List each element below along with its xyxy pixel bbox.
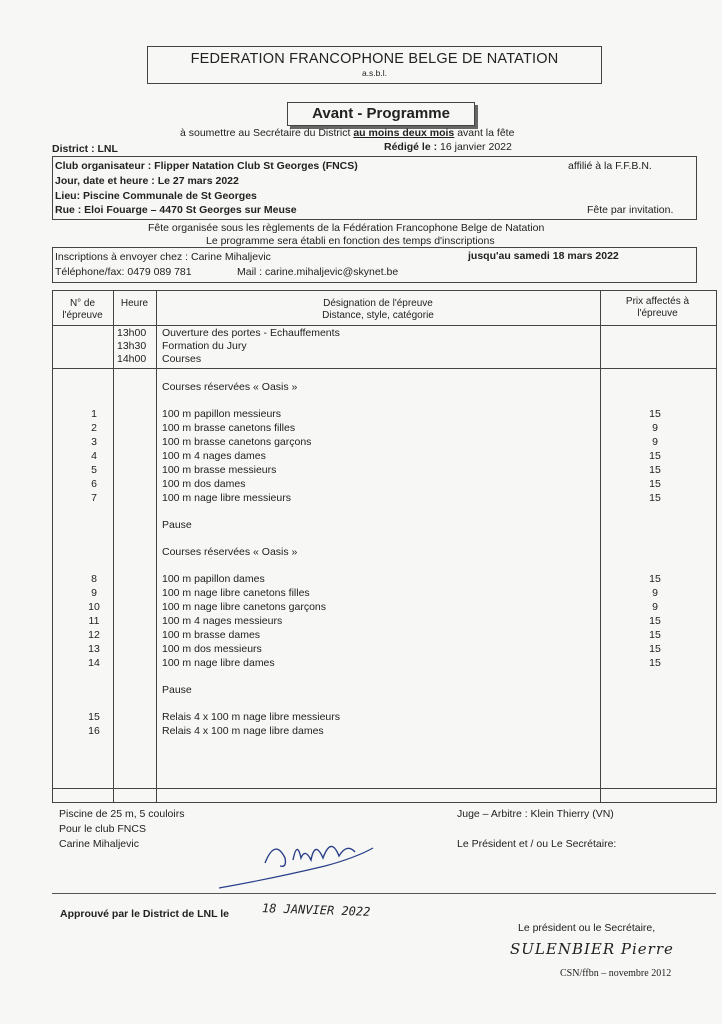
event-label: 100 m nage libre canetons filles — [162, 587, 310, 599]
event-number: 4 — [91, 450, 97, 462]
inscription-deadline: jusqu'au samedi 18 mars 2022 — [468, 250, 619, 262]
pause-label: Pause — [162, 519, 192, 531]
event-number: 15 — [88, 711, 100, 723]
header-heure: Heure — [120, 298, 149, 309]
program-note: Le programme sera établi en fonction des temps d'inscriptions — [206, 235, 495, 247]
event-number: 1 — [91, 408, 97, 420]
schedule-label: Courses — [162, 353, 202, 365]
footer-divider — [52, 893, 716, 894]
header-num — [52, 298, 113, 322]
event-number: 9 — [91, 587, 97, 599]
federation-title: FEDERATION FRANCOPHONE BELGE DE NATATION — [190, 51, 559, 67]
event-label: 100 m papillon dames — [162, 573, 265, 585]
event-label: 100 m brasse canetons garçons — [162, 436, 312, 448]
event-label: Relais 4 x 100 m nage libre messieurs — [162, 711, 340, 723]
header-num-line1: N° de — [69, 298, 96, 309]
club-signatory: Pour le club FNCS — [59, 823, 146, 835]
club-lieu: Lieu: Piscine Communale de St Georges — [55, 190, 257, 202]
club-signature — [215, 818, 375, 898]
regulation-note: Fête organisée sous les règlements de la Fédération Francophone Belge de Natation — [148, 222, 545, 234]
event-label: 100 m brasse messieurs — [162, 464, 277, 476]
redige-date: 16 janvier 2022 — [440, 141, 512, 153]
inscription-phone: Téléphone/fax: 0479 089 781 — [55, 266, 192, 278]
event-label: 100 m dos dames — [162, 478, 246, 490]
schedule-time: 14h00 — [117, 353, 147, 365]
event-prix: 15 — [649, 643, 661, 655]
event-number: 11 — [88, 615, 100, 627]
section-title: Courses réservées « Oasis » — [162, 546, 298, 558]
table-bottom-divider — [52, 788, 716, 789]
district-label: District : LNL — [52, 143, 118, 155]
event-number: 6 — [91, 478, 97, 490]
district-signature: SULENBIER Pierre — [510, 940, 674, 958]
club-date: Jour, date et heure : Le 27 mars 2022 — [55, 175, 239, 187]
header-divider — [52, 325, 716, 326]
schedule-time: 13h30 — [117, 340, 147, 352]
event-prix: 9 — [652, 422, 658, 434]
inscription-contact: Inscriptions à envoyer chez : Carine Mihaljevic — [55, 251, 271, 263]
event-number: 14 — [88, 657, 100, 669]
club-affiliation: affilié à la F.F.B.N. — [568, 160, 652, 172]
judge-info: Juge – Arbitre : Klein Thierry (VN) — [457, 808, 614, 820]
president-secretary-label: Le président ou le Secrétaire, — [518, 922, 656, 934]
event-prix: 9 — [652, 587, 658, 599]
schedule-label: Formation du Jury — [162, 340, 247, 352]
event-prix: 15 — [649, 478, 661, 490]
event-prix: 15 — [649, 464, 661, 476]
header-designation — [156, 298, 600, 322]
submission-suffix: avant la fête — [457, 127, 515, 139]
event-prix: 15 — [649, 629, 661, 641]
federation-header — [147, 46, 602, 84]
club-rue: Rue : Eloi Fouarge – 4470 St Georges sur Meuse — [55, 204, 297, 216]
event-label: 100 m 4 nages messieurs — [162, 615, 283, 627]
event-label: 100 m brasse canetons filles — [162, 422, 296, 434]
schedule-label: Ouverture des portes - Echauffements — [162, 327, 340, 339]
col-divider-2 — [156, 290, 157, 802]
event-label: Relais 4 x 100 m nage libre dames — [162, 725, 324, 737]
section-title: Courses réservées « Oasis » — [162, 381, 298, 393]
header-designation-line2: Distance, style, catégorie — [322, 310, 434, 321]
event-prix: 15 — [649, 450, 661, 462]
event-number: 2 — [91, 422, 97, 434]
col-divider-3 — [600, 290, 601, 802]
schedule-time: 13h00 — [117, 327, 147, 339]
event-prix: 9 — [652, 436, 658, 448]
president-label: Le Président et / ou Le Secrétaire: — [457, 838, 617, 850]
header-prix-line1: Prix affectés à — [625, 296, 690, 307]
club-organisateur: Club organisateur : Flipper Natation Club St Georges (FNCS) — [55, 160, 358, 172]
event-number: 16 — [88, 725, 100, 737]
event-number: 10 — [88, 601, 100, 613]
header-num-line2: l'épreuve — [62, 310, 103, 321]
event-prix: 15 — [649, 573, 661, 585]
event-number: 5 — [91, 464, 97, 476]
asbl-label: a.s.b.l. — [361, 68, 388, 78]
header-prix — [600, 296, 715, 320]
approval-label: Approuvé par le District de LNL le — [60, 908, 230, 920]
program-table — [52, 290, 717, 803]
event-number: 7 — [91, 492, 97, 504]
pause-label: Pause — [162, 684, 192, 696]
inscription-mail: Mail : carine.mihaljevic@skynet.be — [237, 266, 399, 278]
signatory-name: Carine Mihaljevic — [59, 838, 139, 850]
submission-prefix: à soumettre au Secrétaire du District — [180, 127, 351, 139]
event-label: 100 m dos messieurs — [162, 643, 262, 655]
event-label: 100 m 4 nages dames — [162, 450, 266, 462]
event-label: 100 m nage libre dames — [162, 657, 275, 669]
redige-label: Rédigé le : — [384, 141, 438, 153]
event-label: 100 m nage libre messieurs — [162, 492, 291, 504]
event-label: 100 m nage libre canetons garçons — [162, 601, 327, 613]
event-number: 13 — [88, 643, 100, 655]
event-prix: 15 — [649, 615, 661, 627]
event-label: 100 m brasse dames — [162, 629, 261, 641]
event-prix: 15 — [649, 492, 661, 504]
reference-code: CSN/ffbn – novembre 2012 — [560, 968, 672, 979]
invitation-note: Fête par invitation. — [587, 204, 674, 216]
schedule-divider — [52, 368, 716, 369]
event-prix: 15 — [649, 408, 661, 420]
event-number: 3 — [91, 436, 97, 448]
header-designation-line1: Désignation de l'épreuve — [323, 298, 433, 309]
event-prix: 15 — [649, 657, 661, 669]
document-title: Avant - Programme — [287, 102, 475, 126]
submission-note — [180, 127, 514, 139]
pool-info: Piscine de 25 m, 5 couloirs — [59, 808, 185, 820]
approval-date: 18 JANVIER 2022 — [261, 901, 371, 919]
redige-line — [384, 141, 512, 153]
event-number: 8 — [91, 573, 97, 585]
submission-emphasis: au moins deux mois — [353, 127, 455, 139]
event-prix: 9 — [652, 601, 658, 613]
header-prix-line2: l'épreuve — [637, 308, 678, 319]
event-label: 100 m papillon messieurs — [162, 408, 282, 420]
event-number: 12 — [88, 629, 100, 641]
